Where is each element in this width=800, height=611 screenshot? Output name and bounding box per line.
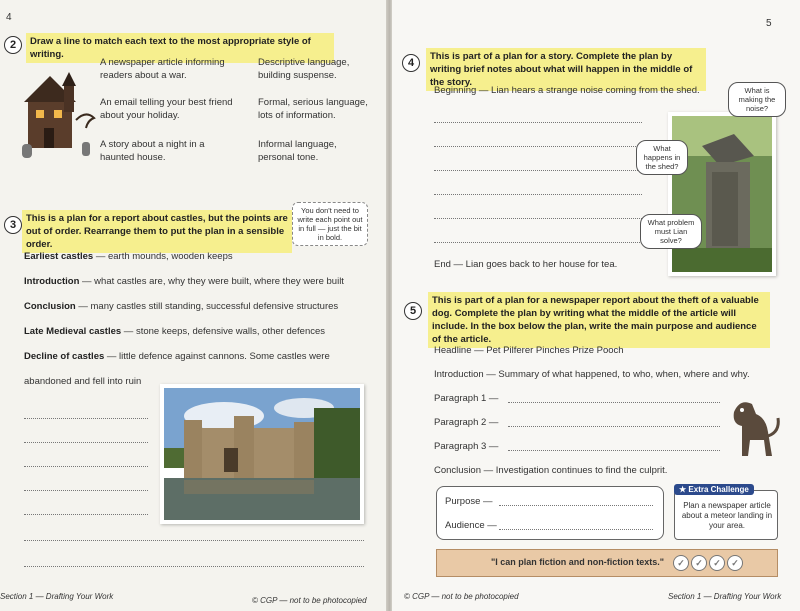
paragraph-1-answer-line[interactable] — [508, 402, 720, 403]
can-statement: "I can plan fiction and non-fiction texts." — [491, 557, 665, 567]
answer-line[interactable] — [24, 514, 148, 515]
castle-point-2: Introduction — what castles are, why they were built, where they were built — [24, 276, 344, 287]
star-icon: ★ — [679, 485, 689, 494]
thumbs-down-icon[interactable]: ✓ — [673, 555, 689, 571]
question-4-instruction: This is part of a plan for a story. Complete the plan by writing brief notes about what will happen in the middle of the story. — [426, 48, 706, 91]
answer-line[interactable] — [434, 194, 642, 195]
castle-photo — [160, 384, 364, 524]
answer-line[interactable] — [434, 242, 642, 243]
self-assessment-ticks — [671, 555, 743, 571]
purpose-answer-line[interactable] — [499, 505, 653, 506]
answer-line[interactable] — [24, 442, 148, 443]
answer-line[interactable] — [434, 122, 642, 123]
extra-challenge-text: Plan a newspaper article about a meteor landing in your area. — [681, 501, 773, 530]
footer-section: Section 1 — Drafting Your Work — [0, 592, 114, 601]
footer-section: Section 1 — Drafting Your Work — [668, 592, 782, 601]
answer-line[interactable] — [24, 418, 148, 419]
castle-point-5: Decline of castles — little defence against cannons. Some castles were — [24, 351, 330, 362]
answer-line[interactable] — [24, 466, 148, 467]
extra-challenge-title: ★ Extra Challenge — [674, 484, 754, 495]
answer-line[interactable] — [24, 540, 364, 541]
answer-line[interactable] — [434, 170, 642, 171]
right-page — [392, 0, 800, 611]
question-4-number: 4 — [402, 54, 420, 72]
left-page — [0, 0, 388, 611]
match-text-1: A newspaper article informing readers about a war. — [100, 57, 225, 81]
headline: Headline — Pet Pilferer Pinches Prize Pooch — [434, 345, 624, 356]
can-statement-bar — [436, 549, 778, 577]
introduction: Introduction — Summary of what happened, to who, when, where and why. — [434, 369, 750, 380]
footer-copyright: © CGP — not to be photocopied — [252, 596, 367, 605]
answer-line[interactable] — [434, 146, 642, 147]
purpose-label: Purpose — — [445, 496, 493, 507]
question-5-number: 5 — [404, 302, 422, 320]
footer-copyright: © CGP — not to be photocopied — [404, 592, 519, 601]
match-style-2: Formal, serious language, lots of information. — [258, 97, 368, 121]
top-thumb-icon[interactable]: ✓ — [727, 555, 743, 571]
dog-illustration — [724, 392, 784, 468]
match-text-2: An email telling your best friend about your holiday. — [100, 97, 233, 121]
question-2-instruction: Draw a line to match each text to the most appropriate style of writing. — [26, 33, 334, 63]
page-number: 4 — [6, 12, 12, 23]
shed-photo — [668, 112, 776, 276]
thought-bubble-3: What problem must Lian solve? — [640, 214, 702, 249]
match-text-3: A story about a night in a haunted house. — [100, 139, 205, 163]
audience-label: Audience — — [445, 520, 497, 531]
castle-point-3: Conclusion — many castles still standing, successful defensive structures — [24, 301, 339, 312]
paragraph-3-answer-line[interactable] — [508, 450, 720, 451]
question-3-number: 3 — [4, 216, 22, 234]
story-end: End — Lian goes back to her house for tea. — [434, 259, 618, 270]
match-style-1: Descriptive language, building suspense. — [258, 57, 350, 81]
purpose-audience-box — [436, 486, 664, 540]
story-beginning: Beginning — Lian hears a strange noise coming from the shed. — [434, 85, 700, 96]
thought-bubble-2: What happens in the shed? — [636, 140, 688, 175]
answer-line[interactable] — [24, 490, 148, 491]
answer-line[interactable] — [24, 566, 364, 567]
question-2-number: 2 — [4, 36, 22, 54]
audience-answer-line[interactable] — [499, 529, 653, 530]
paragraph-3-label: Paragraph 3 — — [434, 441, 499, 452]
paragraph-2-answer-line[interactable] — [508, 426, 720, 427]
thumbs-up-icon[interactable]: ✓ — [709, 555, 725, 571]
castle-point-1: Earliest castles — earth mounds, wooden keeps — [24, 251, 233, 262]
question-5-instruction: This is part of a plan for a newspaper report about the theft of a valuable dog. Complete the plan by writing what the middle of the article will include. In the box below the plan, write the main purpose and audience of the article. — [428, 292, 770, 348]
extra-challenge-box — [674, 490, 778, 540]
tip-note: You don't need to write each point out in full — just the bit in bold. — [292, 202, 368, 246]
match-style-3: Informal language, personal tone. — [258, 139, 337, 163]
question-3-instruction: This is a plan for a report about castles, but the points are out of order. Rearrange them to put the plan in a sensible order. — [22, 210, 292, 253]
answer-line[interactable] — [434, 218, 642, 219]
thought-bubble-1: What is making the noise? — [728, 82, 786, 117]
paragraph-2-label: Paragraph 2 — — [434, 417, 499, 428]
haunted-house-illustration — [20, 70, 100, 160]
page-number: 5 — [766, 18, 772, 29]
castle-point-4: Late Medieval castles — stone keeps, defensive walls, other defences — [24, 326, 326, 337]
thumbs-middle-icon[interactable]: ✓ — [691, 555, 707, 571]
paragraph-1-label: Paragraph 1 — — [434, 393, 499, 404]
conclusion: Conclusion — Investigation continues to find the culprit. — [434, 465, 668, 476]
castle-image — [164, 388, 360, 520]
castle-point-5-continuation: abandoned and fell into ruin — [24, 376, 142, 387]
